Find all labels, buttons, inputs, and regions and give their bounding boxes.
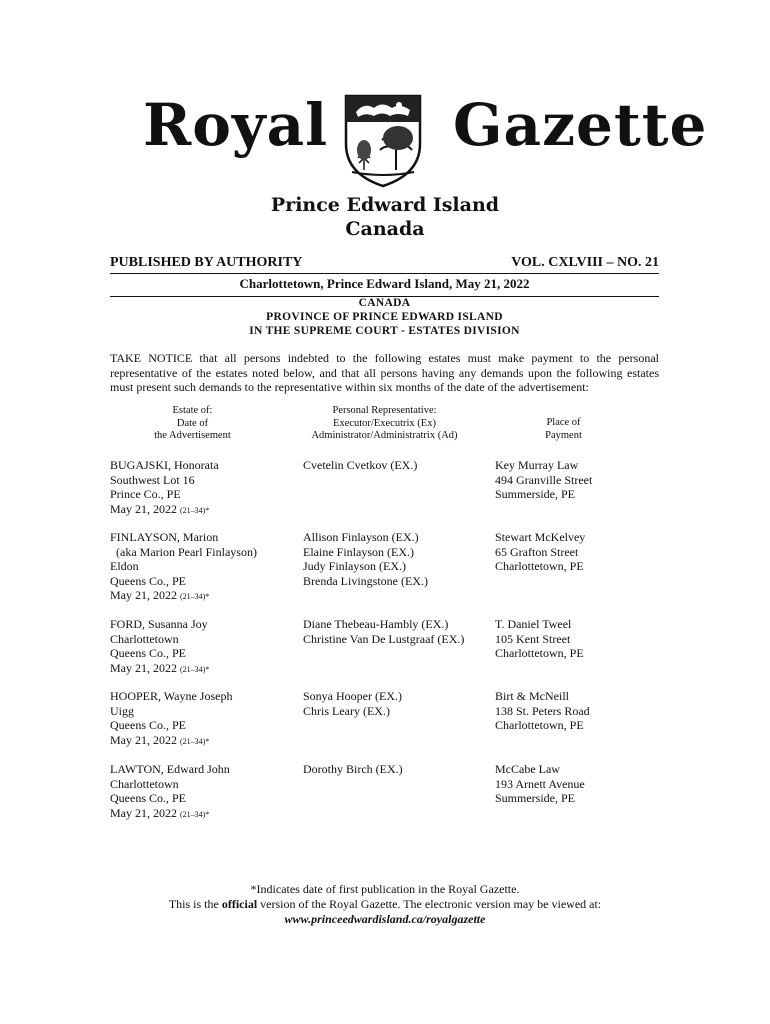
column-header-representative	[292, 405, 477, 443]
column-header-line: Place of	[546, 417, 581, 428]
official-suffix: version of the Royal Gazette. The electronic version may be viewed at:	[257, 897, 602, 911]
publication-code: (21–34)*	[180, 809, 210, 819]
representative: Diane Thebeau-Hambly (EX.)	[303, 617, 449, 631]
estate-column	[110, 689, 300, 749]
payment-firm: Key Murray Law	[495, 458, 579, 472]
estate-date-line	[110, 588, 300, 605]
dateline: Charlottetown, Prince Edward Island, May 21, 2022	[110, 276, 659, 297]
footer-note: *Indicates date of first publication in the Royal Gazette.	[250, 882, 520, 896]
payment-city: Summerside, PE	[495, 791, 575, 806]
representative: Cvetelin Cvetkov (EX.)	[303, 458, 418, 472]
representative: Chris Leary (EX.)	[303, 703, 390, 718]
payment-firm: T. Daniel Tweel	[495, 617, 572, 631]
volume-number: VOL. CXLVIII – NO. 21	[511, 255, 659, 270]
notice-text: TAKE NOTICE that all persons indebted to the following estates must make payment to the personal representative of the estates noted below, and that all persons having any demands upon the following estates must present such demands to the representative within six months of the date of the advertisement:	[110, 351, 659, 394]
footer-url[interactable]: www.princeedwardisland.ca/royalgazette	[284, 912, 486, 926]
estate-location: Eldon	[110, 559, 139, 574]
payment-address: 105 Kent Street	[495, 631, 571, 646]
representative: Allison Finlayson (EX.)	[303, 530, 419, 544]
advertisement-date: May 21, 2022	[110, 805, 177, 820]
estate-county: Queens Co., PE	[110, 646, 186, 661]
representative-column	[303, 617, 493, 646]
column-header-line: the Advertisement	[154, 430, 231, 441]
payment-address: 193 Arnett Avenue	[495, 776, 585, 791]
publication-code: (21–34)*	[180, 592, 210, 602]
payment-column	[495, 762, 665, 806]
representative: Christine Van De Lustgraaf (EX.)	[303, 631, 465, 646]
estate-county: Prince Co., PE	[110, 487, 181, 502]
estate-county: Queens Co., PE	[110, 718, 186, 733]
column-header-estate	[110, 405, 275, 443]
publication-code: (21–34)*	[180, 736, 210, 746]
publication-code: (21–34)*	[180, 664, 210, 674]
footer-official-line	[0, 897, 770, 912]
payment-firm: Birt & McNeill	[495, 689, 569, 703]
masthead	[0, 92, 770, 192]
representative-column	[303, 689, 493, 718]
notice-heading-court: IN THE SUPREME COURT - ESTATES DIVISION	[249, 325, 520, 337]
column-header-payment	[495, 417, 632, 442]
payment-address: 65 Grafton Street	[495, 544, 579, 559]
estate-name: HOOPER, Wayne Joseph	[110, 689, 233, 703]
notice-heading-province: PROVINCE OF PRINCE EDWARD ISLAND	[266, 311, 503, 323]
estate-county: Queens Co., PE	[110, 791, 186, 806]
payment-column	[495, 617, 665, 661]
estate-location: Uigg	[110, 703, 134, 718]
estate-date-line	[110, 806, 300, 823]
estate-location: Southwest Lot 16	[110, 472, 195, 487]
coat-of-arms-icon	[342, 92, 424, 188]
payment-firm: Stewart McKelvey	[495, 530, 586, 544]
advertisement-date: May 21, 2022	[110, 732, 177, 747]
estate-location: Charlottetown	[110, 776, 179, 791]
estate-date-line	[110, 733, 300, 750]
estate-date-line	[110, 661, 300, 678]
representative: Elaine Finlayson (EX.)	[303, 544, 414, 559]
representative: Sonya Hooper (EX.)	[303, 689, 402, 703]
representative-column	[303, 762, 493, 777]
column-header-line: Payment	[545, 429, 582, 441]
masthead-title-right: Gazette	[453, 91, 708, 159]
province-name: Prince Edward Island	[270, 194, 500, 216]
payment-firm: McCabe Law	[495, 762, 560, 776]
estate-county: Queens Co., PE	[110, 573, 186, 588]
column-header-line: Administrator/Administratrix (Ad)	[311, 430, 458, 441]
column-header-line: Estate of:	[172, 405, 213, 416]
estate-name: LAWTON, Edward John	[110, 762, 230, 776]
payment-column	[495, 689, 665, 733]
estate-name: FINLAYSON, Marion	[110, 530, 219, 544]
representative-column	[303, 530, 493, 588]
notice-heading-country: CANADA	[358, 297, 411, 309]
representative: Brenda Livingstone (EX.)	[303, 573, 428, 588]
payment-column	[495, 458, 665, 502]
payment-column	[495, 530, 665, 574]
official-word: official	[221, 897, 258, 911]
payment-city: Charlottetown, PE	[495, 559, 584, 574]
estate-location: Charlottetown	[110, 631, 179, 646]
estate-column	[110, 530, 300, 605]
estate-column	[110, 458, 300, 518]
estate-column	[110, 617, 300, 677]
representative: Judy Finlayson (EX.)	[303, 559, 406, 574]
column-header-line: Date of	[176, 417, 209, 429]
publication-code: (21–34)*	[180, 505, 210, 515]
estate-column	[110, 762, 300, 822]
payment-address: 138 St. Peters Road	[495, 703, 590, 718]
advertisement-date: May 21, 2022	[110, 588, 177, 603]
representative-column	[303, 458, 493, 473]
column-header-line: Personal Representative:	[332, 405, 437, 416]
estate-date-line	[110, 502, 300, 519]
advertisement-date: May 21, 2022	[110, 660, 177, 675]
payment-city: Charlottetown, PE	[495, 646, 584, 661]
payment-address: 494 Granville Street	[495, 472, 593, 487]
representative: Dorothy Birch (EX.)	[303, 762, 403, 776]
published-by-authority: PUBLISHED BY AUTHORITY	[110, 255, 303, 270]
estate-name: BUGAJSKI, Honorata	[110, 458, 219, 472]
publication-bar	[110, 255, 659, 274]
advertisement-date: May 21, 2022	[110, 501, 177, 516]
official-prefix: This is the	[168, 897, 222, 911]
payment-city: Summerside, PE	[495, 487, 575, 502]
column-header-line: Executor/Executrix (Ex)	[333, 417, 436, 429]
payment-city: Charlottetown, PE	[495, 718, 584, 733]
country-name: Canada	[345, 218, 425, 240]
estate-name: FORD, Susanna Joy	[110, 617, 208, 631]
masthead-title-left: Royal	[143, 91, 329, 159]
estate-alias: (aka Marion Pearl Finlayson)	[110, 544, 257, 559]
